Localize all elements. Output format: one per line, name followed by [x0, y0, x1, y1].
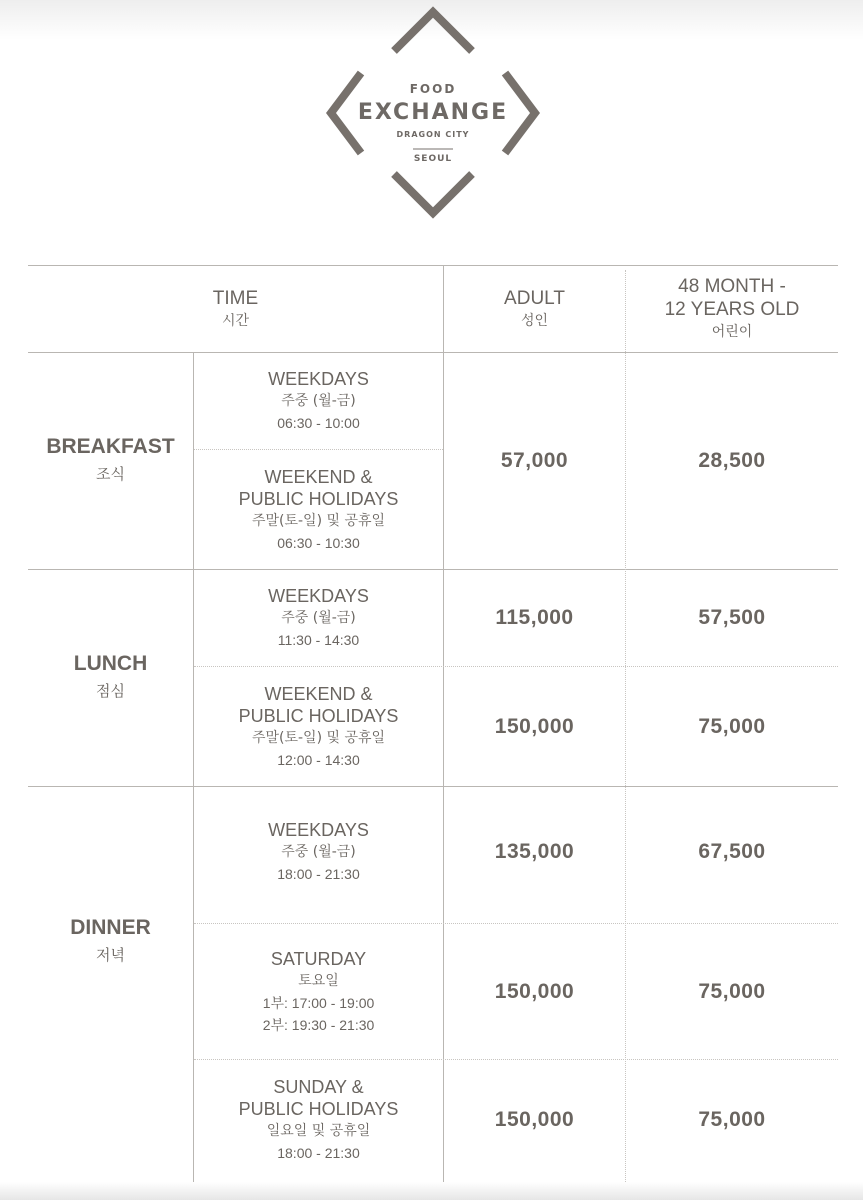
lunch-weekend-adult-price: 150,000	[494, 714, 575, 738]
breakfast-weekend-label-1: WEEKEND &	[264, 466, 373, 487]
breakfast-child-price: 28,500	[698, 449, 766, 472]
dinner-sunday-cell	[194, 1060, 443, 1180]
dinner-weekdays-adult-price: 135,000	[494, 840, 575, 863]
header-time	[28, 266, 443, 352]
dinner-title-ko: 저녁	[96, 946, 125, 964]
lunch-weekend-ko: 주말(토-일) 및 공휴일	[251, 729, 386, 746]
lunch-weekdays-adult-price: 115,000	[495, 606, 574, 629]
breakfast-adult-price-cell	[444, 353, 625, 569]
lunch-weekdays-child-price: 57,500	[698, 606, 766, 629]
lunch-weekend-label-2: PUBLIC HOLIDAYS	[238, 705, 399, 726]
lunch-weekdays-adult-cell	[444, 570, 625, 666]
dinner-title: DINNER	[70, 916, 151, 939]
header-child-en-1: 48 MONTH -	[678, 276, 786, 297]
breakfast-child-price-cell	[626, 353, 838, 569]
lunch-weekdays-cell	[194, 570, 443, 666]
dinner-weekdays-ko: 주중 (월-금)	[281, 844, 356, 860]
header-adult-en: ADULT	[504, 287, 565, 309]
dinner-saturday-time-1: 1부: 17:00 - 19:00	[262, 994, 375, 1011]
breakfast-weekdays-cell	[194, 353, 443, 449]
breakfast-adult-price: 57,000	[500, 449, 569, 472]
dinner-sunday-child-cell	[626, 1060, 838, 1180]
logo-dragon-city-text: DRAGON CITY	[396, 130, 470, 139]
logo-food-text: FOOD	[409, 82, 457, 96]
dinner-weekdays-cell	[194, 787, 443, 917]
breakfast-weekend-ko: 주말(토-일) 및 공휴일	[251, 512, 386, 529]
dinner-sunday-label-1: SUNDAY &	[273, 1077, 364, 1097]
dinner-weekdays-label: WEEKDAYS	[268, 820, 369, 840]
breakfast-weekdays-time: 06:30 - 10:00	[277, 415, 360, 431]
breakfast-weekdays-label: WEEKDAYS	[268, 369, 369, 389]
lunch-meal-cell	[28, 570, 193, 786]
header-adult	[444, 266, 625, 352]
breakfast-weekdays-ko: 주중 (월-금)	[281, 393, 356, 409]
dinner-sunday-time: 18:00 - 21:30	[277, 1145, 360, 1161]
lunch-weekdays-child-cell	[626, 570, 838, 666]
dinner-saturday-ko: 토요일	[298, 972, 339, 989]
dinner-sunday-child-price: 75,000	[698, 1108, 766, 1131]
dinner-sunday-label-2: PUBLIC HOLIDAYS	[238, 1099, 399, 1119]
dinner-saturday-label: SATURDAY	[270, 948, 367, 969]
dinner-saturday-adult-price: 150,000	[494, 979, 575, 1003]
breakfast-weekend-label-2: PUBLIC HOLIDAYS	[238, 488, 399, 509]
lunch-weekdays-ko: 주중 (월-금)	[281, 610, 356, 626]
dinner-weekdays-child-cell	[626, 787, 838, 917]
lunch-weekend-child-cell	[626, 667, 838, 786]
lunch-weekend-adult-cell	[444, 667, 625, 786]
dinner-meal-cell	[28, 787, 193, 1097]
header-child	[626, 266, 838, 352]
logo-exchange-text: EXCHANGE	[357, 100, 509, 125]
dinner-sunday-adult-cell	[444, 1060, 625, 1180]
breakfast-title: BREAKFAST	[46, 435, 175, 458]
lunch-weekend-label-1: WEEKEND &	[264, 683, 373, 704]
dinner-saturday-child-cell	[626, 924, 838, 1059]
breakfast-title-ko: 조식	[96, 465, 125, 483]
dinner-weekdays-adult-cell	[444, 787, 625, 917]
lunch-title-ko: 점심	[96, 682, 125, 700]
dinner-weekdays-child-price: 67,500	[698, 840, 766, 863]
lunch-title: LUNCH	[73, 652, 148, 675]
header-time-ko: 시간	[221, 312, 250, 329]
dinner-sunday-ko: 일요일 및 공휴일	[266, 1123, 371, 1139]
logo-seoul-text: SEOUL	[413, 154, 453, 164]
food-exchange-logo	[325, 6, 541, 220]
lunch-weekend-time: 12:00 - 14:30	[277, 751, 360, 768]
breakfast-weekend-time: 06:30 - 10:30	[277, 534, 360, 551]
breakfast-weekend-cell	[194, 450, 443, 569]
lunch-weekend-cell	[194, 667, 443, 786]
header-adult-ko: 성인	[520, 312, 549, 329]
header-time-en: TIME	[212, 287, 259, 309]
lunch-weekdays-time: 11:30 - 14:30	[277, 632, 360, 648]
dinner-saturday-time-2: 2부: 19:30 - 21:30	[262, 1016, 375, 1033]
header-child-ko: 어린이	[711, 324, 753, 340]
lunch-weekdays-label: WEEKDAYS	[268, 586, 369, 606]
header-child-en-2: 12 YEARS OLD	[664, 299, 800, 320]
dinner-sunday-adult-price: 150,000	[494, 1108, 575, 1131]
lunch-weekend-child-price: 75,000	[698, 714, 766, 738]
breakfast-meal-cell	[28, 353, 193, 569]
dinner-saturday-cell	[194, 924, 443, 1059]
dinner-weekdays-time: 18:00 - 21:30	[277, 866, 360, 882]
dinner-saturday-adult-cell	[444, 924, 625, 1059]
dinner-saturday-child-price: 75,000	[698, 979, 766, 1003]
bottom-shadow	[0, 1182, 863, 1200]
